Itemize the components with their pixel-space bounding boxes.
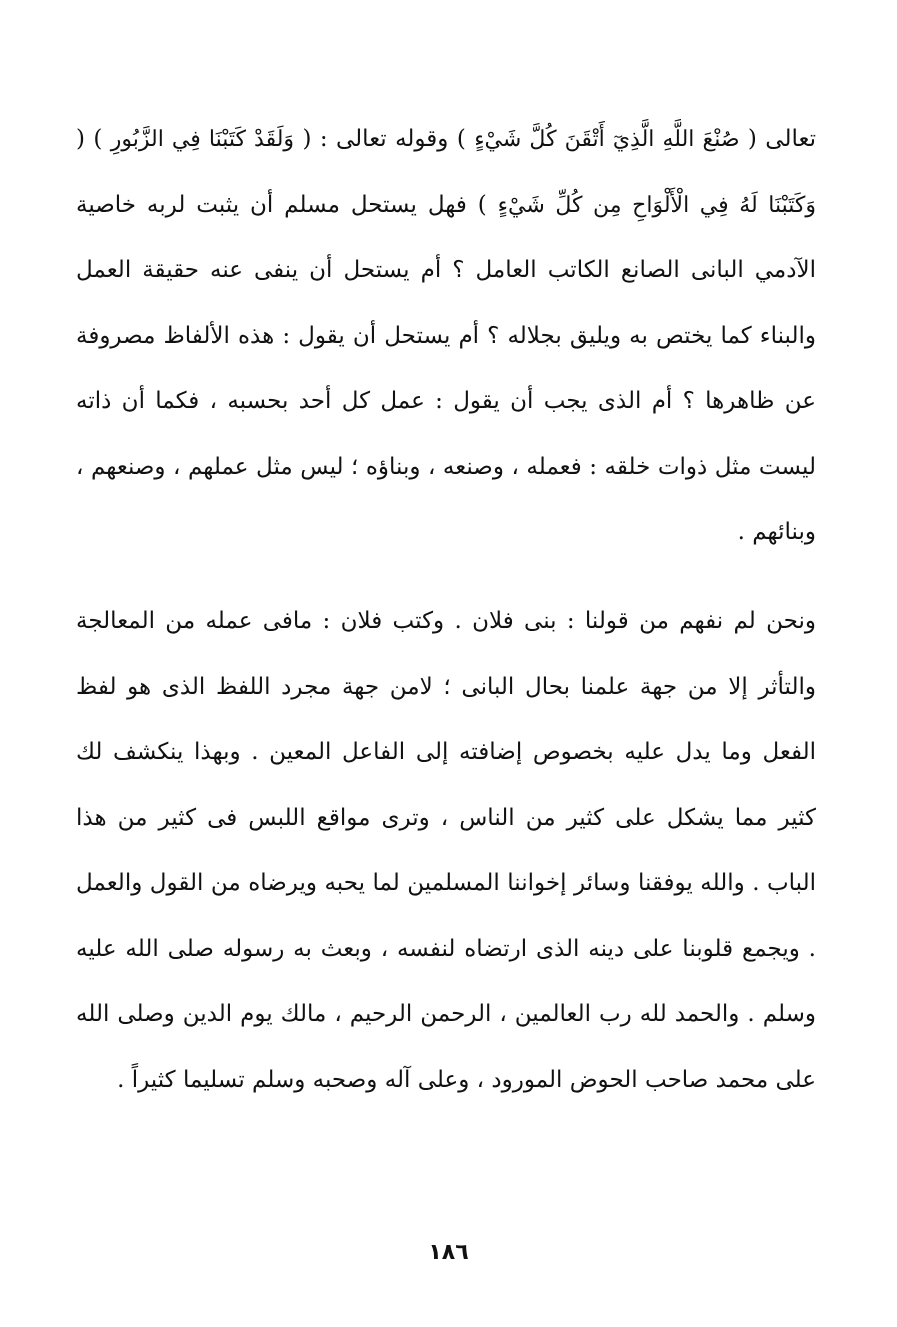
paragraph-2: ونحن لم نفهم من قولنا : بنى فلان . وكتب فلان : مافى عمله من المعالجة والتأثر إلا من جهة علمنا بحال البانى ؛ لامن جهة مجرد اللفظ الذى هو لفظ الفعل وما يدل عليه بخصوص إضافته إلى الفاعل المعين . وبهذا ينكشف لك كثير مما يشكل على كثير من الناس ، وترى مواقع اللبس فى كثير من هذا الباب . والله يوفقنا وسائر إخواننا المسلمين لما يحبه ويرضاه من القول والعمل . ويجمع قلوبنا على دينه الذى ارتضاه لنفسه ، وبعث به رسوله صلى الله عليه وسلم . والحمد لله رب العالمين ، الرحمن الرحيم ، مالك يوم الدين وصلى الله على محمد صاحب الحوض المورود ، وعلى آله وصحبه وسلم تسليما كثيراً .: [76, 608, 816, 1093]
paragraph-1-text: ) فهل يستحل مسلم أن يثبت لربه خاصية الآدمي البانى الصانع الكاتب العامل ؟ أم يستحل أن ينفى عنه حقيقة العمل والبناء كما يختص به ويليق بجلاله ؟ أم يستحل أن يقول : هذه الألفاظ مصروفة عن ظاهرها ؟ أم الذى يجب أن يقول : عمل كل أحد بحسبه ، فكما أن ذاته ليست مثل ذوات خلقه : فعمله ، وصنعه ، وبناؤه ؛ ليس مثل عملهم ، وصنعهم ، وبنائهم .: [76, 191, 816, 545]
paragraph-1: [76, 107, 816, 566]
paragraph-1-text: ) وقوله تعالى : (: [302, 126, 466, 152]
paragraph-1-text: تعالى (: [747, 126, 816, 152]
paragraph-1-text: ): [93, 126, 103, 152]
quran-quote-2: وَلَقَدْ كَتَبْنَا فِي الزَّبُورِ: [110, 127, 295, 152]
quran-quote-1: صُنْعَ اللَّهِ الَّذِيٓ أَتْقَنَ كُلَّ شَيْءٍ: [474, 127, 740, 152]
quran-quote-3: وَكَتَبْنَا لَهُ فِي الْأَلْوَاحِ مِن كُلِّ شَيْءٍ: [497, 192, 817, 218]
page-number: ١٨٦: [428, 1240, 469, 1265]
paragraph-1-text: (: [76, 126, 85, 152]
